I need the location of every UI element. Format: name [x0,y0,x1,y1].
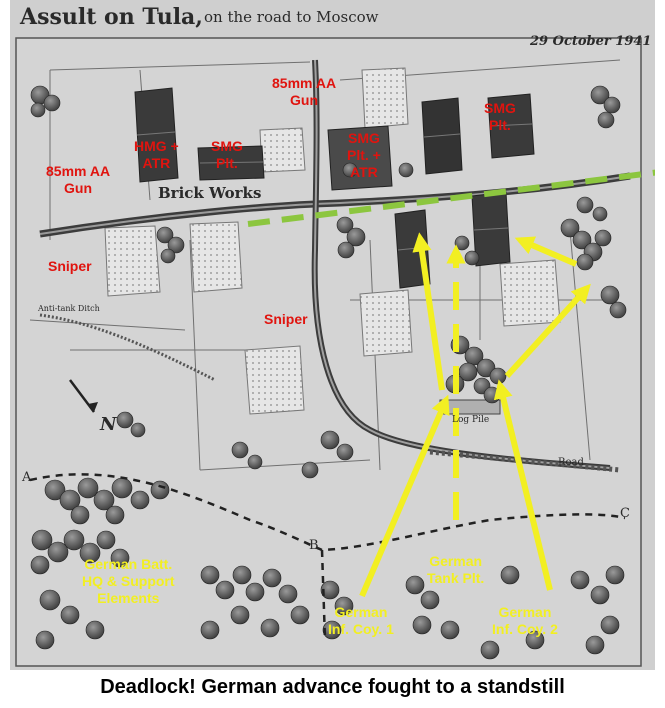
map-date: 29 October 1941 [530,34,652,49]
soviet-smg-plt-east: SMG Plt. [484,100,516,133]
soviet-hmg-atr: HMG + ATR [134,138,179,171]
north-label: N [100,414,117,435]
german-batt-hq: German Batt. HQ & Support Elements [82,556,175,606]
tactical-map [10,0,655,670]
soviet-sniper-center: Sniper [264,311,308,327]
german-tank-plt: German Tank Plt. [427,553,485,586]
brick-works-label: Brick Works [158,184,262,202]
point-b: B [309,538,319,553]
road-label: Road [558,457,584,468]
german-inf-coy-1: German Inf. Coy. 1 [328,604,394,637]
point-a: A [22,470,32,485]
soviet-aa-gun-west: 85mm AA Gun [46,163,111,196]
soviet-smg-plt-west: SMG Plt. [211,138,243,171]
map-subtitle: on the road to Moscow [204,8,379,26]
map-title: Assult on Tula, [20,4,203,30]
german-inf-coy-2: German Inf. Coy. 2 [492,604,558,637]
soviet-smg-plt-atr: SMG Plt. + ATR [347,130,381,180]
soviet-aa-gun-north: 85mm AA Gun [272,75,337,108]
map-caption: Deadlock! German advance fought to a standstill [100,676,565,698]
point-c: C [620,506,630,521]
log-pile-label: Log Pile [452,415,490,425]
anti-tank-ditch-label: Anti-tank Ditch [38,304,100,313]
soviet-sniper-west: Sniper [48,258,92,274]
